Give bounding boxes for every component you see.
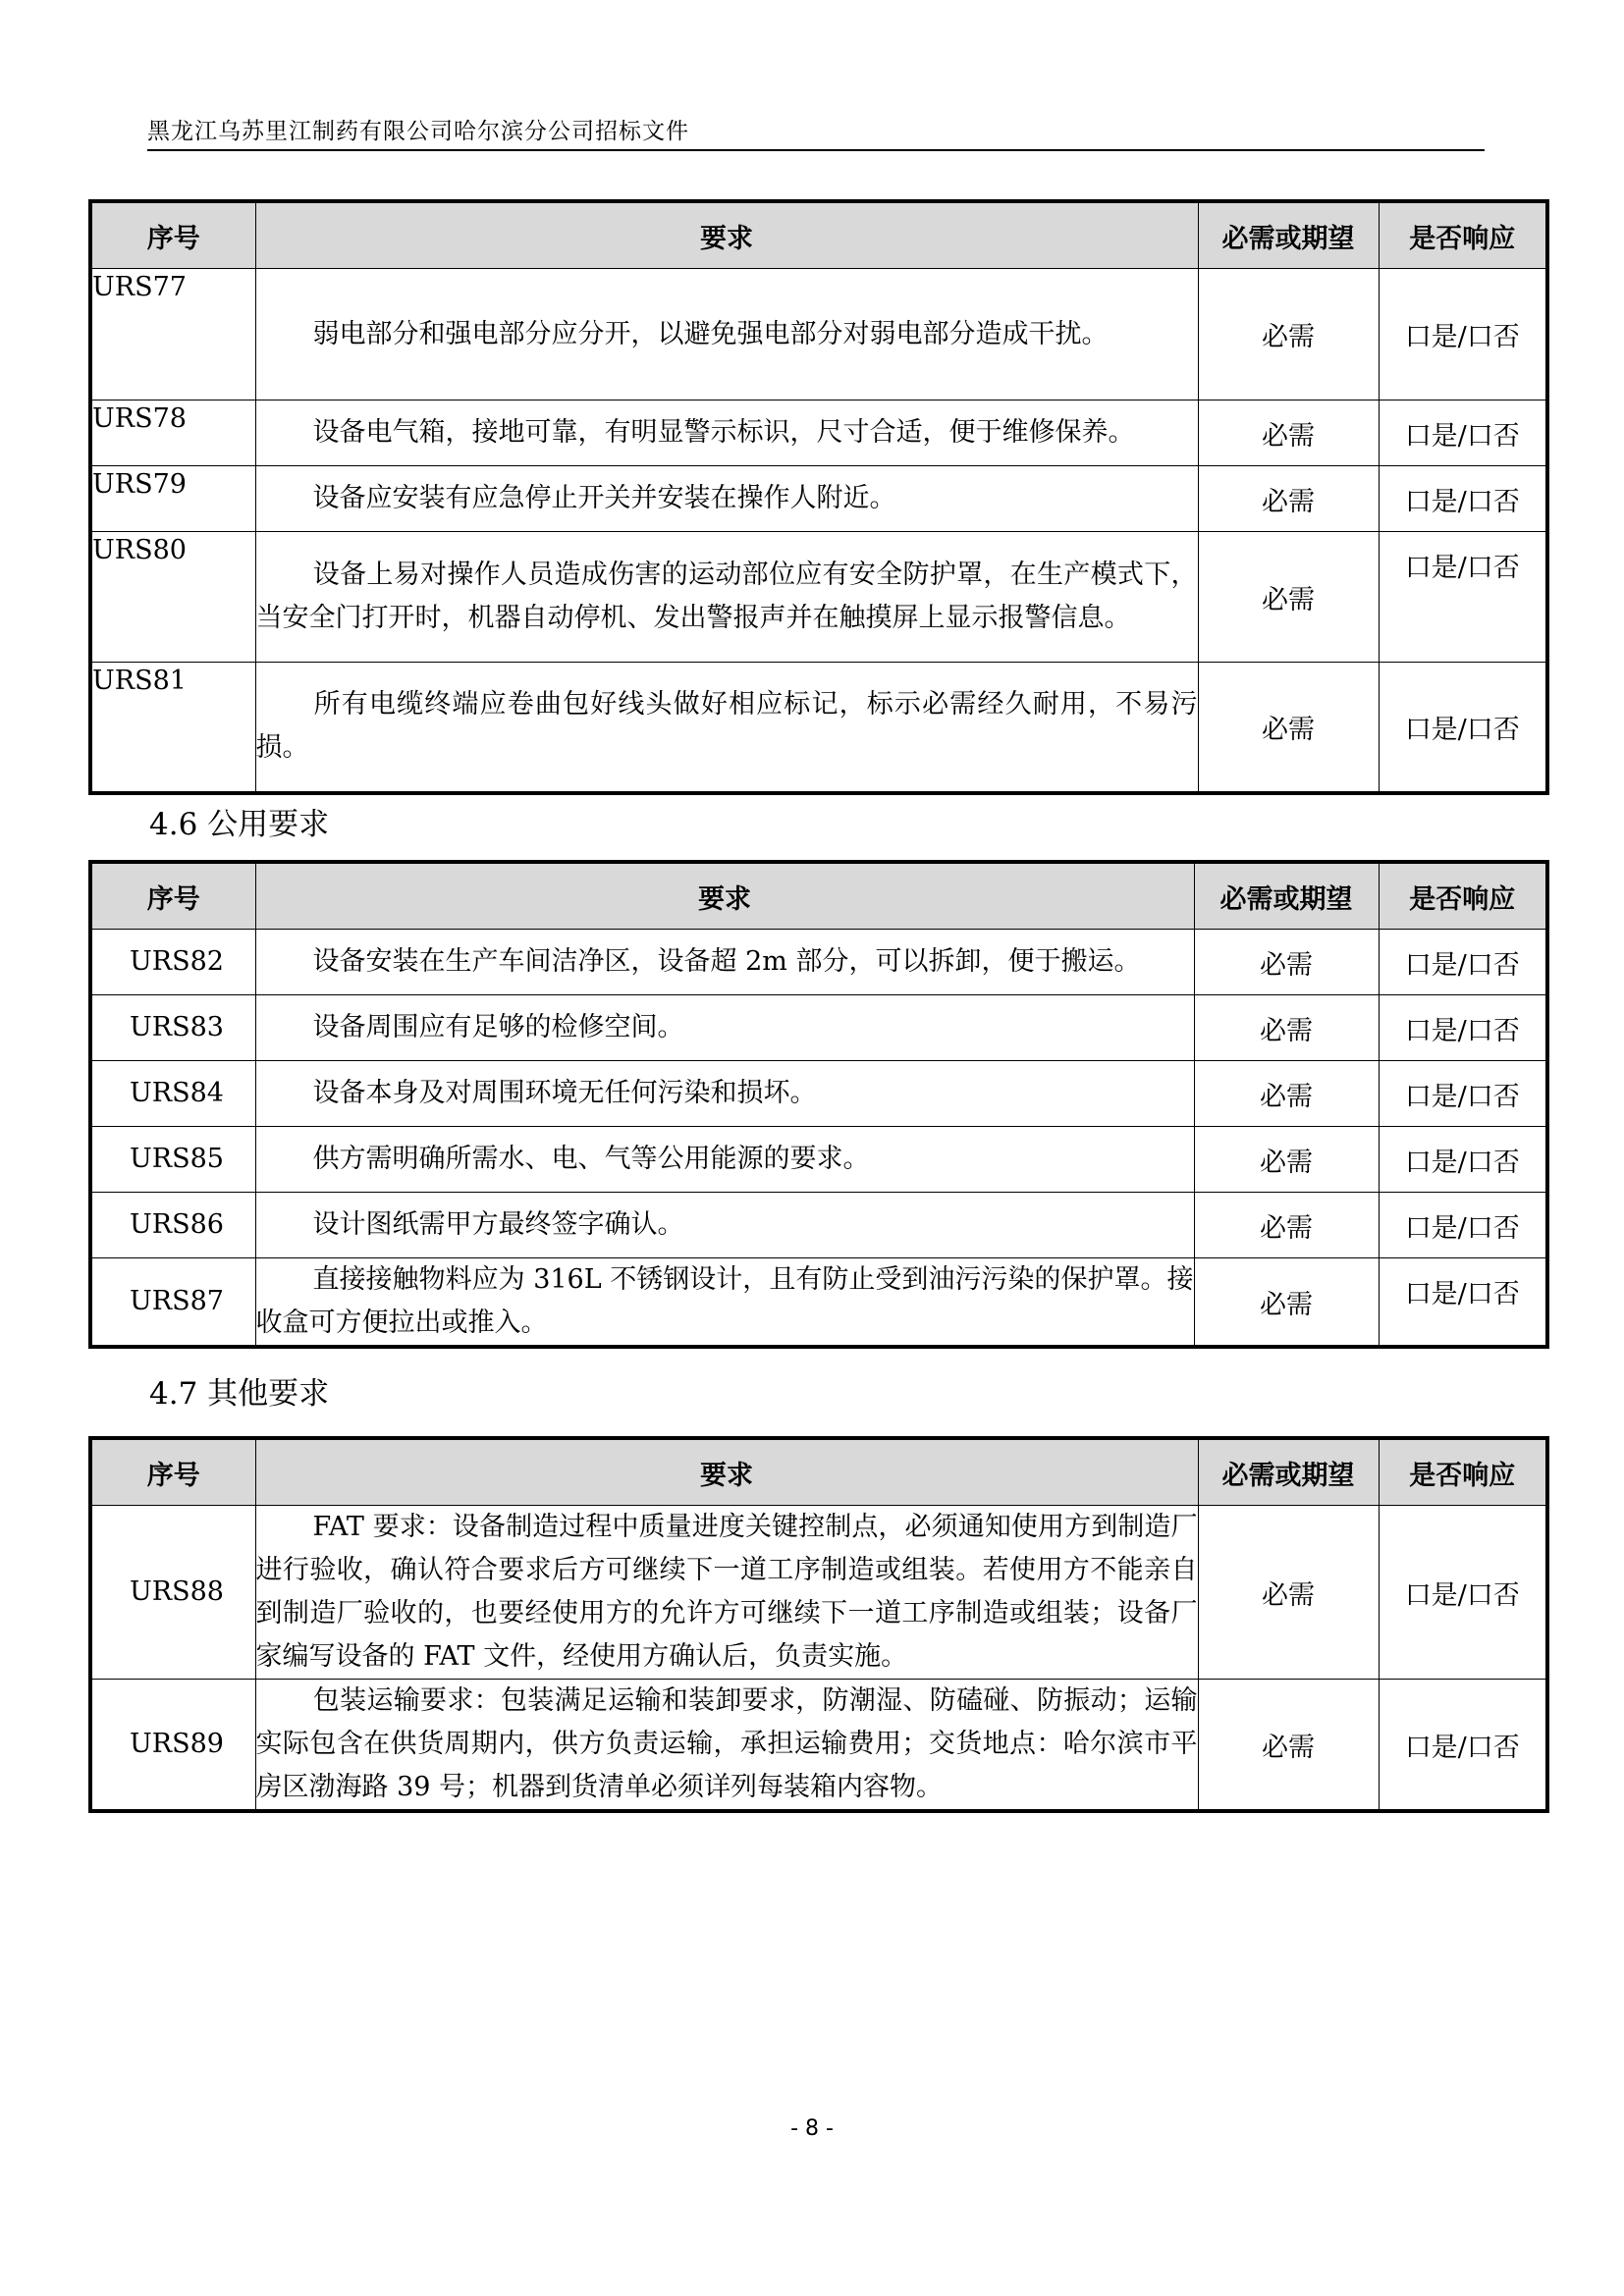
table-row <box>90 1258 1547 1348</box>
row-requirement-text: 直接接触物料应为 316L 不锈钢设计，且有防止受到油污污染的保护罩。接收盒可方便拉出或推入。 <box>255 1264 1194 1338</box>
row-requirement <box>255 400 1198 466</box>
row-necessity: 必需 <box>1194 1127 1379 1193</box>
row-requirement <box>255 995 1194 1061</box>
column-header-requirement: 要求 <box>255 201 1198 269</box>
table-header-row <box>90 201 1547 269</box>
row-id: URS78 <box>90 400 255 466</box>
row-necessity: 必需 <box>1198 663 1379 793</box>
row-requirement <box>255 1193 1194 1258</box>
row-necessity: 必需 <box>1194 1061 1379 1127</box>
section-title-4-6: 4.6 公用要求 <box>149 807 330 842</box>
column-header-necessity: 必需或期望 <box>1198 201 1379 269</box>
row-id: URS89 <box>90 1680 255 1812</box>
row-necessity: 必需 <box>1194 930 1379 995</box>
table-row <box>90 1127 1547 1193</box>
row-response-checkbox[interactable]: 口是/口否 <box>1379 466 1547 532</box>
row-response-checkbox[interactable]: 口是/口否 <box>1379 269 1547 400</box>
table-row <box>90 930 1547 995</box>
requirements-table-utilities <box>88 860 1549 1349</box>
column-header-response: 是否响应 <box>1379 1438 1547 1506</box>
row-requirement <box>255 1506 1198 1680</box>
row-requirement <box>255 930 1194 995</box>
row-response-checkbox[interactable]: 口是/口否 <box>1379 1680 1547 1812</box>
row-requirement-text: 设备应安装有应急停止开关并安装在操作人附近。 <box>312 483 896 513</box>
column-header-necessity: 必需或期望 <box>1194 862 1379 930</box>
row-requirement <box>255 663 1198 793</box>
row-id: URS82 <box>90 930 255 995</box>
column-header-id: 序号 <box>90 862 255 930</box>
row-response-checkbox[interactable]: 口是/口否 <box>1379 663 1547 793</box>
row-id: URS85 <box>90 1127 255 1193</box>
column-header-id: 序号 <box>90 201 255 269</box>
row-requirement <box>255 269 1198 400</box>
table-row <box>90 663 1547 793</box>
row-requirement <box>255 1258 1194 1348</box>
row-requirement <box>255 1127 1194 1193</box>
section-title-4-7: 4.7 其他要求 <box>149 1376 330 1412</box>
page-number: - 8 - <box>790 2116 834 2141</box>
column-header-response: 是否响应 <box>1379 201 1547 269</box>
row-necessity: 必需 <box>1198 400 1379 466</box>
table-row <box>90 532 1547 663</box>
row-requirement-text: 设计图纸需甲方最终签字确认。 <box>312 1209 684 1240</box>
table-row <box>90 1061 1547 1127</box>
row-requirement-text: 所有电缆终端应卷曲包好线头做好相应标记，标示必需经久耐用，不易污损。 <box>255 689 1198 764</box>
page-header <box>147 116 1485 151</box>
row-id: URS83 <box>90 995 255 1061</box>
row-necessity: 必需 <box>1198 1506 1379 1680</box>
row-id: URS77 <box>90 269 255 400</box>
row-requirement-text: 设备周围应有足够的检修空间。 <box>312 1012 684 1042</box>
row-id: URS80 <box>90 532 255 663</box>
requirements-table-other <box>88 1436 1549 1813</box>
row-necessity: 必需 <box>1198 466 1379 532</box>
row-requirement-text: 设备电气箱，接地可靠，有明显警示标识，尺寸合适，便于维修保养。 <box>312 417 1135 448</box>
row-id: URS84 <box>90 1061 255 1127</box>
row-response-checkbox[interactable]: 口是/口否 <box>1379 995 1547 1061</box>
column-header-id: 序号 <box>90 1438 255 1506</box>
row-requirement-text: 弱电部分和强电部分应分开，以避免强电部分对弱电部分造成干扰。 <box>312 318 1109 349</box>
row-necessity: 必需 <box>1194 1258 1379 1348</box>
row-id: URS88 <box>90 1506 255 1680</box>
column-header-requirement: 要求 <box>255 1438 1198 1506</box>
row-necessity: 必需 <box>1198 1680 1379 1812</box>
row-response-checkbox[interactable]: 口是/口否 <box>1379 400 1547 466</box>
row-requirement <box>255 1680 1198 1812</box>
row-necessity: 必需 <box>1194 995 1379 1061</box>
row-response-checkbox[interactable]: 口是/口否 <box>1379 1127 1547 1193</box>
row-requirement-text: 包装运输要求：包装满足运输和装卸要求，防潮湿、防磕碰、防振动；运输实际包含在供货周期内，供方负责运输，承担运输费用；交货地点：哈尔滨市平房区渤海路 39 号；机器到货清单必须详列每装箱内容物。 <box>255 1685 1198 1802</box>
row-requirement-text: 供方需明确所需水、电、气等公用能源的要求。 <box>312 1144 870 1174</box>
row-necessity: 必需 <box>1194 1193 1379 1258</box>
row-response-checkbox[interactable]: 口是/口否 <box>1379 532 1547 663</box>
table-row <box>90 995 1547 1061</box>
table-row <box>90 1506 1547 1680</box>
row-requirement <box>255 466 1198 532</box>
row-response-checkbox[interactable]: 口是/口否 <box>1379 1061 1547 1127</box>
table-row <box>90 466 1547 532</box>
row-requirement <box>255 1061 1194 1127</box>
row-necessity: 必需 <box>1198 269 1379 400</box>
row-id: URS79 <box>90 466 255 532</box>
row-response-checkbox[interactable]: 口是/口否 <box>1379 930 1547 995</box>
table-header-row <box>90 862 1547 930</box>
column-header-necessity: 必需或期望 <box>1198 1438 1379 1506</box>
table-row <box>90 1193 1547 1258</box>
row-requirement-text: FAT 要求：设备制造过程中质量进度关键控制点，必须通知使用方到制造厂进行验收，确认符合要求后方可继续下一道工序制造或组装。若使用方不能亲自到制造厂验收的，也要经使用方的允许方可继续下一道工序制造或组装；设备厂家编写设备的 FAT 文件，经使用方确认后，负责实施。 <box>255 1512 1198 1672</box>
table-row <box>90 1680 1547 1812</box>
column-header-requirement: 要求 <box>255 862 1194 930</box>
table-header-row <box>90 1438 1547 1506</box>
row-requirement-text: 设备安装在生产车间洁净区，设备超 2m 部分，可以拆卸，便于搬运。 <box>312 946 1141 977</box>
row-id: URS87 <box>90 1258 255 1348</box>
row-requirement-text: 设备上易对操作人员造成伤害的运动部位应有安全防护罩，在生产模式下，当安全门打开时，机器自动停机、发出警报声并在触摸屏上显示报警信息。 <box>255 560 1198 633</box>
table-row <box>90 269 1547 400</box>
header-title: 黑龙江乌苏里江制药有限公司哈尔滨分公司招标文件 <box>147 119 689 144</box>
row-requirement-text: 设备本身及对周围环境无任何污染和损坏。 <box>312 1078 817 1108</box>
requirements-table-electrical <box>88 199 1549 795</box>
column-header-response: 是否响应 <box>1379 862 1547 930</box>
row-id: URS81 <box>90 663 255 793</box>
row-id: URS86 <box>90 1193 255 1258</box>
row-necessity: 必需 <box>1198 532 1379 663</box>
row-response-checkbox[interactable]: 口是/口否 <box>1379 1258 1547 1348</box>
row-response-checkbox[interactable]: 口是/口否 <box>1379 1193 1547 1258</box>
row-response-checkbox[interactable]: 口是/口否 <box>1379 1506 1547 1680</box>
row-requirement <box>255 532 1198 663</box>
table-row <box>90 400 1547 466</box>
